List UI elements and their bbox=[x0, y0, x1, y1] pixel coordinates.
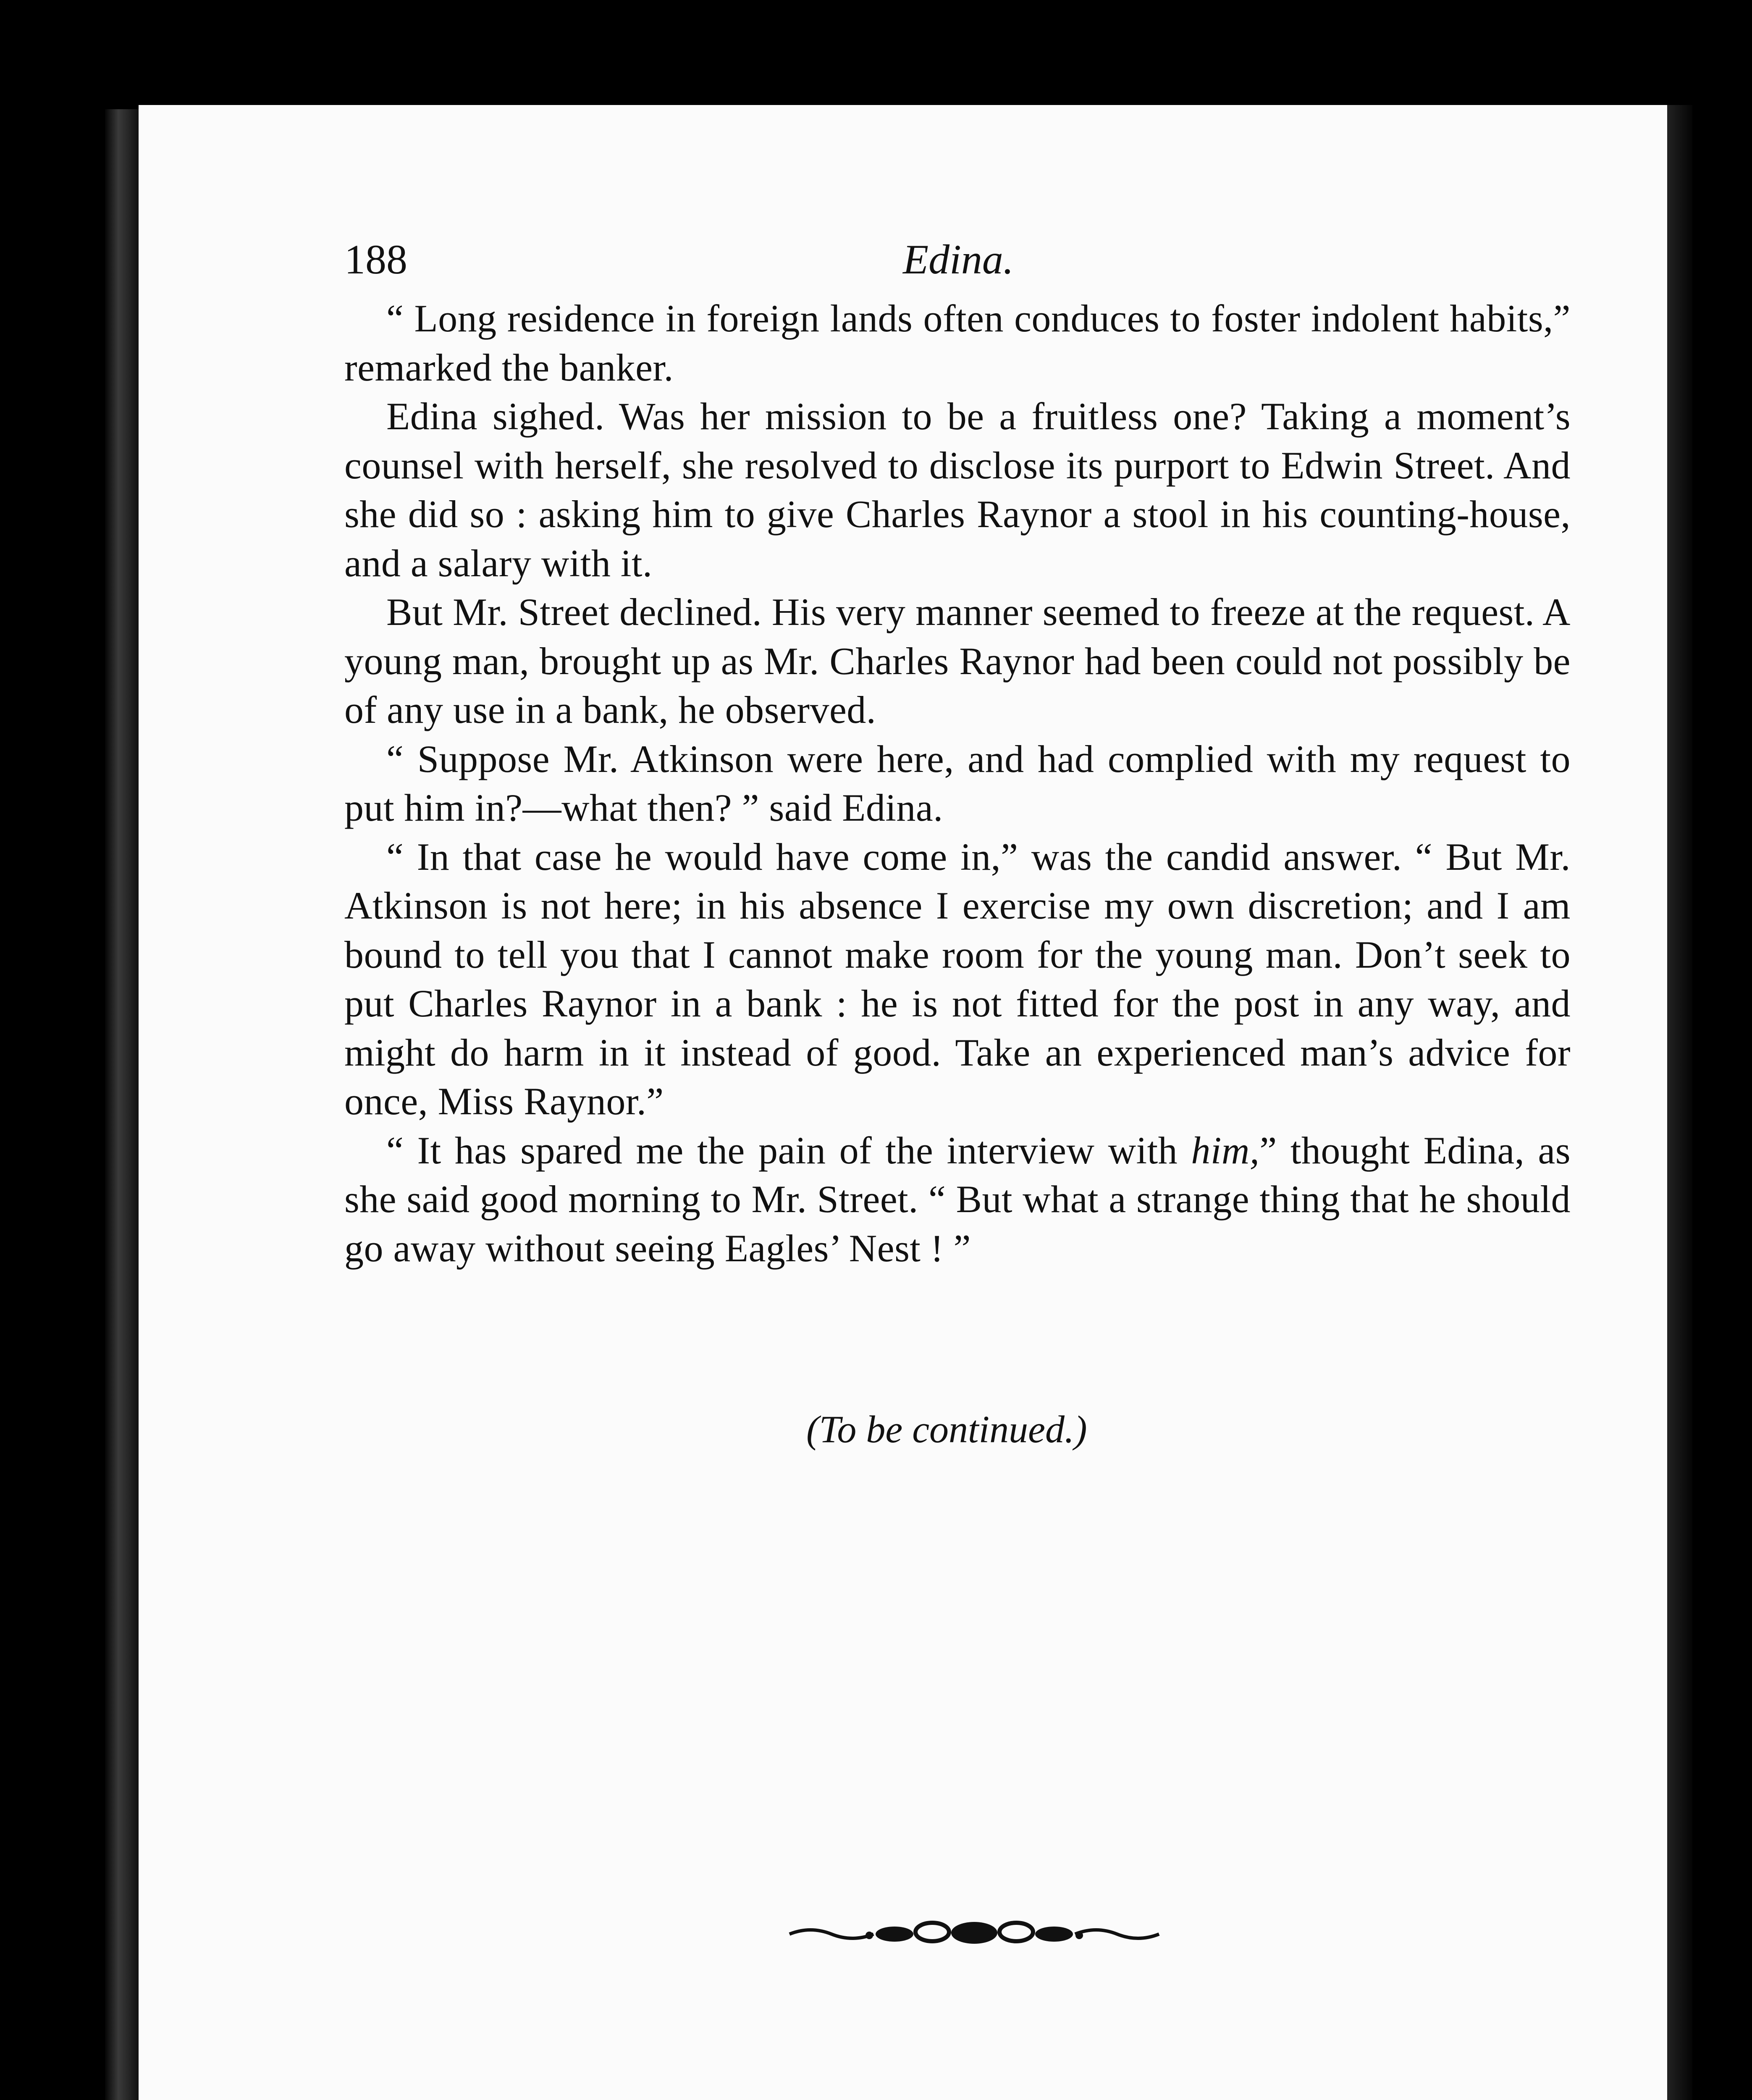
running-title: Edina. bbox=[903, 236, 1014, 283]
paragraph-text: “ It has spared me the pain of the interview with bbox=[386, 1129, 1191, 1172]
paragraph: “ In that case he would have come in,” was the candid answer. “ But Mr. Atkinson is not here; in his absence I exercise my own discretion; and I am bound to tell you that I cannot make room for the young man. Don’t seek to put Charles Raynor in a bank : he is not fitted for the post in any way, and might do harm in it instead of good. Take an experienced man’s advice for once, Miss Raynor.” bbox=[344, 835, 1571, 1123]
to-be-continued: (To be continued.) bbox=[806, 1408, 1087, 1451]
page-edge-right bbox=[1667, 105, 1692, 2100]
paragraph-last bbox=[344, 1126, 1571, 1273]
flourish-ornament-icon bbox=[785, 1911, 1163, 1953]
paragraph: Edina sighed. Was her mission to be a fruitless one? Taking a moment’s counsel with herself, she resolved to disclose its purport to Edwin Street. And she did so : asking him to give Charles Raynor a stool in his counting-house, and a salary with it. bbox=[344, 395, 1571, 585]
emphasis-text: him, bbox=[1191, 1129, 1260, 1172]
page-number: 188 bbox=[344, 236, 407, 283]
page-edge-left bbox=[105, 109, 139, 2100]
paragraph: But Mr. Street declined. His very manner seemed to freeze at the request. A young man, brought up as Mr. Charles Raynor had been could not possibly be of any use in a bank, he observed. bbox=[344, 591, 1571, 731]
running-head bbox=[344, 235, 1571, 294]
paragraph: “ Long residence in foreign lands often conduces to foster indolent habits,” remarked the banker. bbox=[344, 297, 1571, 389]
paragraph: “ Suppose Mr. Atkinson were here, and had complied with my request to put him in?—what then? ” said Edina. bbox=[344, 737, 1571, 829]
page-content bbox=[344, 235, 1571, 1451]
paragraph-text: ” thought Edina, as she said good morning to Mr. Street. “ But what a strange thing that he should go away without seeing Eagles’ Nest ! ” bbox=[344, 1129, 1571, 1270]
